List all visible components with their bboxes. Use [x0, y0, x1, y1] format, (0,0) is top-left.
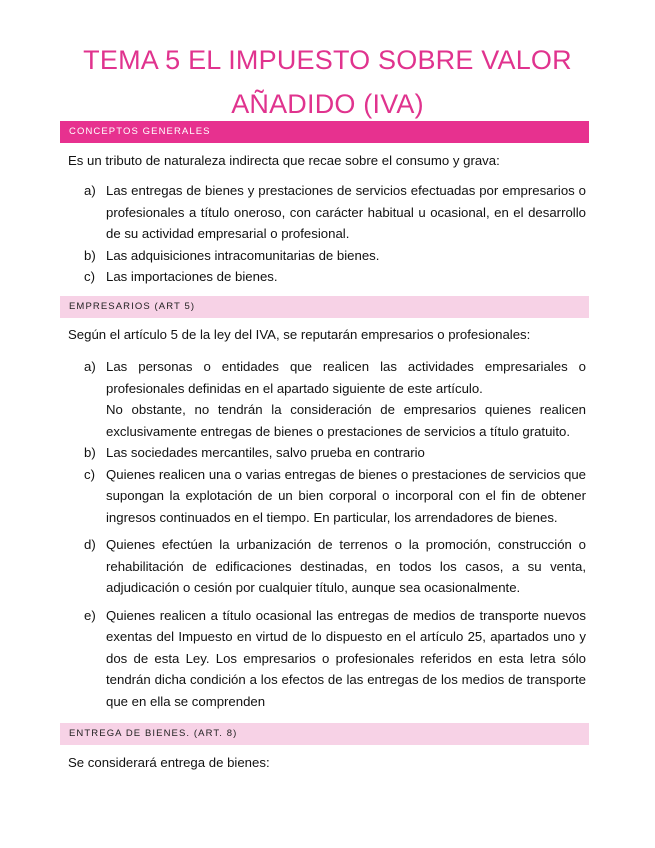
list-marker: d): [84, 537, 96, 552]
section-2-list: [84, 356, 586, 712]
page-title-line-2: AÑADIDO (IVA): [231, 89, 424, 119]
list-item-text: Las personas o entidades que realicen las actividades empresariales o profesionales definidas en el apartado siguiente de este artículo.: [106, 359, 586, 396]
list-item: [84, 245, 586, 267]
page-title: [60, 38, 595, 126]
list-item: [84, 605, 586, 713]
list-marker: b): [84, 247, 96, 263]
list-marker: a): [84, 183, 96, 198]
list-item: [84, 180, 586, 245]
list-marker: b): [84, 445, 96, 460]
list-marker: a): [84, 359, 96, 374]
list-item-text: Quienes realicen a título ocasional las entregas de medios de transporte nuevos exentas del Impuesto en virtud de lo dispuesto en el artículo 25, apartados uno y dos de esta Ley. Los empresarios o profesionales referidos en esta letra sólo tendrán dicha condición a los efectos de las entregas de los medios de transporte que en ella se comprenden: [106, 607, 586, 709]
page-title-line-1: TEMA 5 EL IMPUESTO SOBRE VALOR: [83, 45, 572, 75]
list-marker: c): [84, 466, 95, 482]
list-item: [84, 534, 586, 599]
section-3-intro: Se considerará entrega de bienes:: [68, 755, 270, 770]
section-1-list: [84, 180, 586, 288]
section-heading-conceptos-generales: CONCEPTOS GENERALES: [60, 121, 589, 143]
section-heading-entrega-de-bienes: ENTREGA DE BIENES. (ART. 8): [60, 723, 589, 745]
list-item: [84, 356, 586, 442]
list-item: [84, 442, 586, 464]
list-item: [84, 266, 586, 288]
list-item-text: Quienes realicen una o varias entregas de bienes o prestaciones de servicios que supongan la explotación de un bien corporal o incorporal con el fin de obtener ingresos continuados en el tiempo. En particular, los arrendadores de bienes.: [106, 466, 586, 525]
section-2-intro: Según el artículo 5 de la ley del IVA, se reputarán empresarios o profesionales:: [68, 327, 531, 342]
list-item-note: No obstante, no tendrán la consideración de empresarios quienes realicen exclusivamente entregas de bienes o prestaciones de servicios a título gratuito.: [106, 402, 586, 439]
list-marker: e): [84, 607, 96, 623]
section-heading-empresarios: EMPRESARIOS (ART 5): [60, 296, 589, 318]
list-item-text: Quienes efectúen la urbanización de terrenos o la promoción, construcción o rehabilitación de edificaciones destinadas, en todos los casos, a su venta, adjudicación o cesión por cualquier título, aunque sea ocasionalmente.: [106, 537, 586, 595]
list-item-text: Las adquisiciones intracomunitarias de bienes.: [106, 247, 380, 263]
list-item: [84, 464, 586, 529]
list-item-text: Las sociedades mercantiles, salvo prueba en contrario: [106, 445, 425, 460]
list-item-text: Las importaciones de bienes.: [106, 269, 278, 284]
list-marker: c): [84, 269, 95, 284]
section-1-intro: Es un tributo de naturaleza indirecta que recae sobre el consumo y grava:: [68, 153, 500, 168]
list-item-text: Las entregas de bienes y prestaciones de servicios efectuadas por empresarios o profesionales a título oneroso, con carácter habitual u ocasional, en el desarrollo de su actividad empresarial o profesional.: [106, 183, 586, 241]
